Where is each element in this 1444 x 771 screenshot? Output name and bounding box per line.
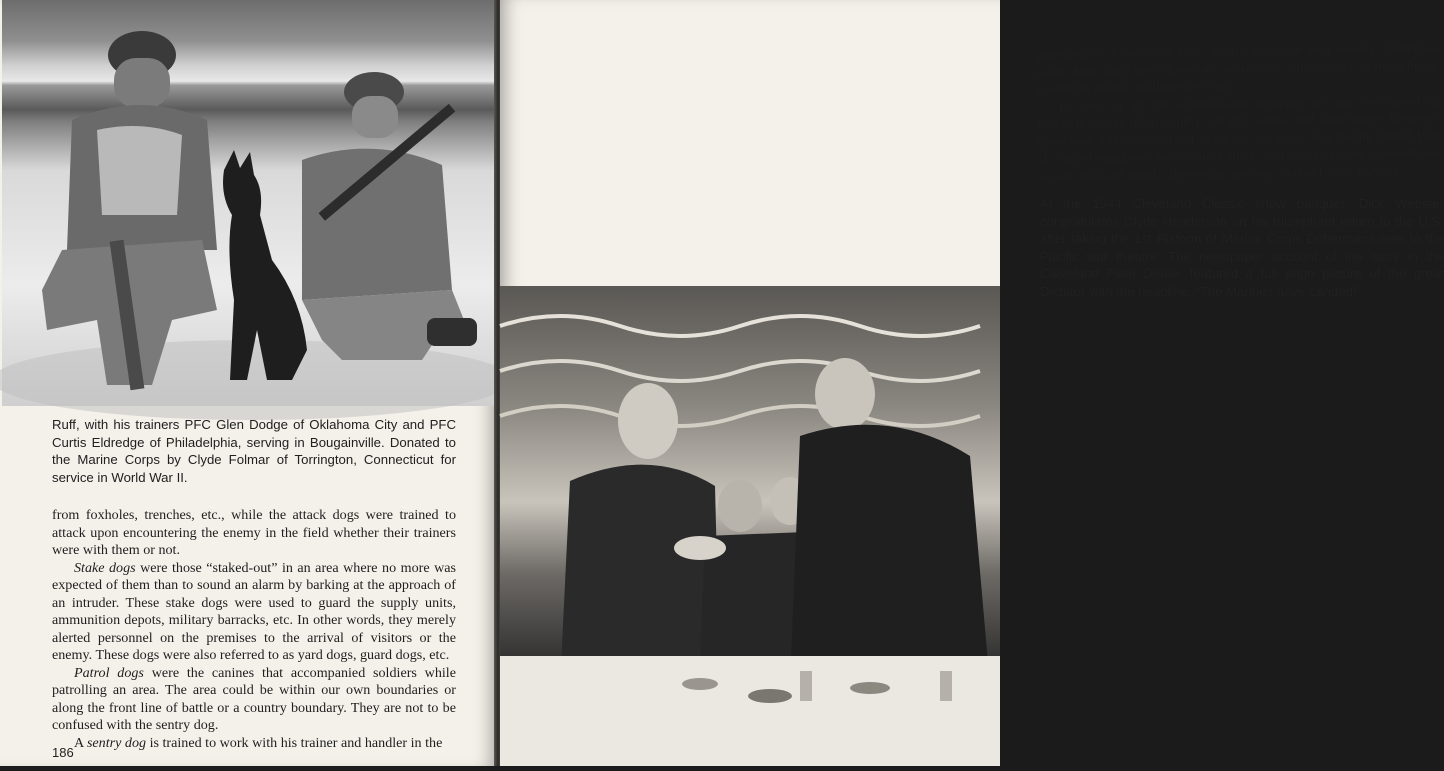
scout-dog-text-post: during World War II. Since boundaries and “county lines” were non-existent in enormous square miles of jungle, there was one way, and only one way, of bbox=[1037, 127, 1440, 185]
right-paragraph-1: guarding of a specified area. Sentry dogs are also usually trained as scout dogs since their duties are so similar, with neither of them being trained to attack or allowed to bark. bbox=[1036, 39, 1439, 97]
photo-caption-left: Ruff, with his trainers PFC Glen Dodge of Oklahoma City and PFC Curtis Eldredge of Philadelphia, serving in Bougainville. Donated to the Marine Corps by Clyde Folmar of Torrington, Connecticut for service in World War II. bbox=[52, 417, 456, 485]
scout-dog-text-pre: In spite of all the sophisticated weapons of war, incorporating fantastic aerial photography, mighty tanks and long-range firearms, there was still an important place for the bbox=[1037, 92, 1440, 150]
term-stake-dogs: Stake dogs bbox=[74, 559, 136, 576]
left-body-text bbox=[52, 507, 456, 752]
left-paragraph-stake-dogs bbox=[52, 560, 456, 665]
caption-right-pre: At the 1944 Cleveland Classic show banquet, Dick Webster congratulates Clyde Henderson on his triumphant return to the U.S. after taking the 1st Platoon of Marine Corps Dobermans over to the Pacific war theatre. The newspaper account of the story in the bbox=[1040, 196, 1444, 264]
sentry-dog-article: A bbox=[74, 734, 87, 751]
term-patrol-dogs: Patrol dogs bbox=[74, 664, 144, 681]
banquet-photo-illustration bbox=[500, 286, 1000, 766]
right-page bbox=[500, 0, 1444, 766]
photo-caption-right bbox=[1040, 195, 1444, 301]
beach-photo-illustration bbox=[2, 0, 494, 406]
patrol-dogs-text: were the canines that accompanied soldiers while patrolling an area. The area could be within our own boundaries or along the front line of battle or a country boundary. They are not to be confused with the sentry dog. bbox=[52, 664, 456, 733]
left-paragraph-patrol-dogs bbox=[52, 665, 456, 735]
caption-right-post: featured a full page picture of the great Dictator with the headline, “The Marines have Landed!” bbox=[1040, 266, 1444, 299]
term-scout-dog: scout dog bbox=[1276, 128, 1332, 146]
sentry-dog-text: is trained to work with his trainer and handler in the bbox=[146, 734, 443, 751]
right-body-text bbox=[1036, 40, 1440, 186]
stake-dogs-text: were those “staked-out” in an area where no more was expected of them than to sound an alarm by barking at the approach of an intruder. These stake dogs were used to guard the supply units, ammunition depots, military barracks, etc. In other words, they merely alerted personnel on the premises to the arrival of visitors or the enemy. These dogs were also referred to as yard dogs, guard dogs, etc. bbox=[52, 559, 456, 663]
left-paragraph-sentry-dog bbox=[52, 735, 456, 753]
photo-marines-with-doberman bbox=[2, 0, 494, 406]
left-paragraph-1: from foxholes, trenches, etc., while the attack dogs were trained to attack upon encountering the enemy in the field whether their trainers were with them or not. bbox=[52, 507, 456, 558]
caption-newspaper-name: Cleveland Plain Dealer bbox=[1040, 266, 1183, 282]
left-page bbox=[0, 0, 496, 766]
page-number: 186 bbox=[52, 745, 74, 760]
right-paragraph-2 bbox=[1037, 92, 1440, 186]
photo-banquet-handshake bbox=[500, 286, 1000, 766]
term-sentry-dog: sentry dog bbox=[86, 734, 147, 751]
